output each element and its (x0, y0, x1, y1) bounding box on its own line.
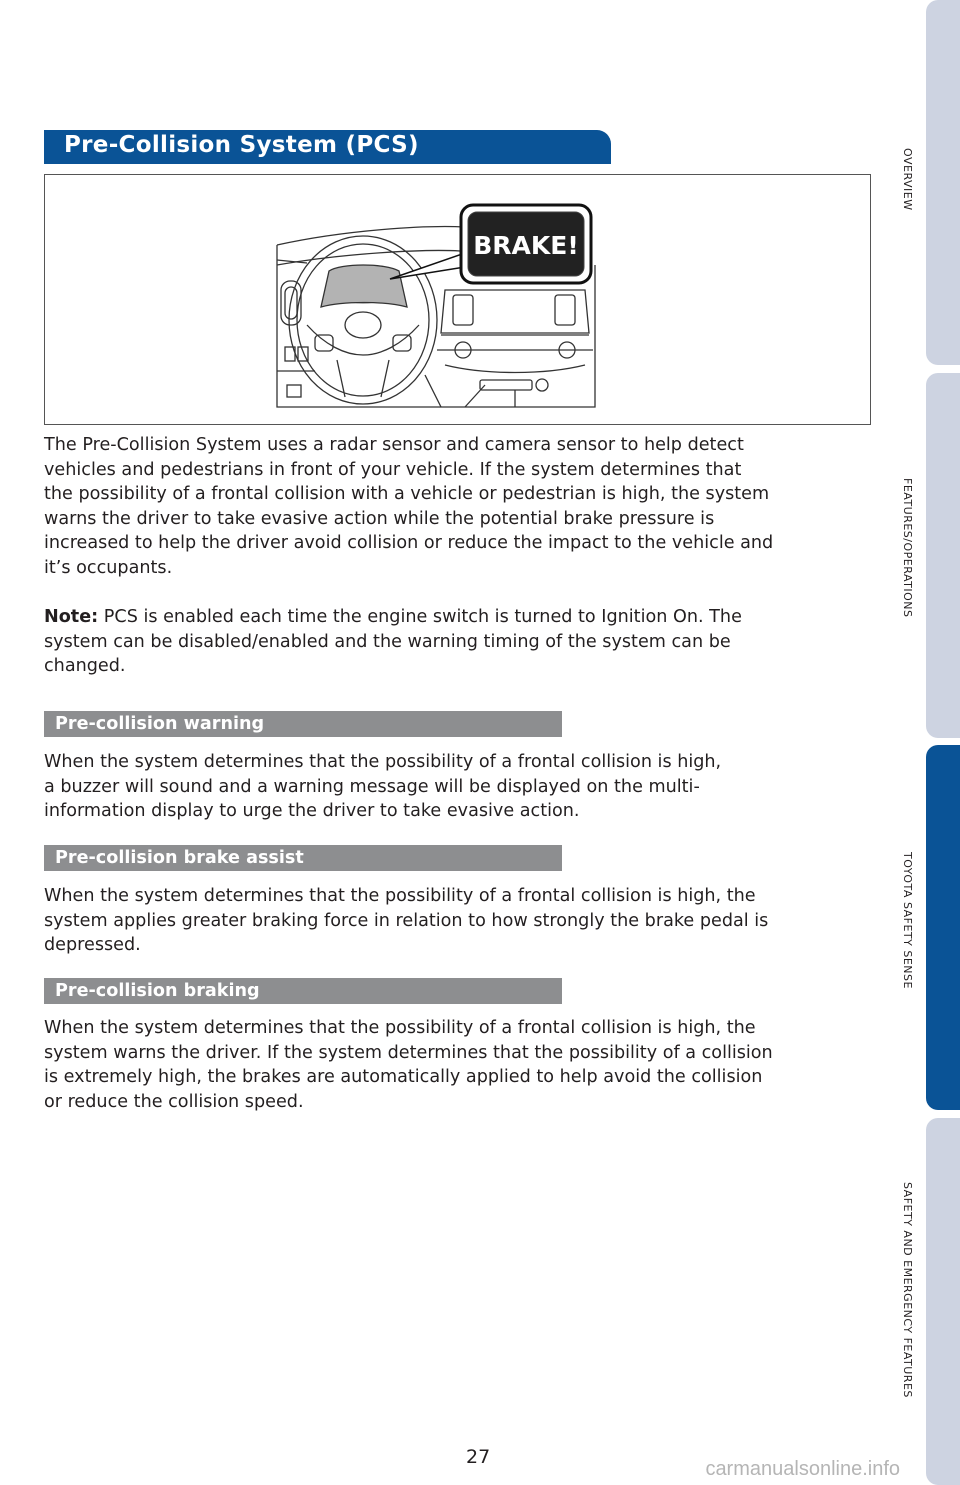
side-tab-strip (926, 0, 960, 1485)
tab-toyota-safety-sense[interactable] (926, 745, 960, 1110)
watermark[interactable]: carmanualsonline.info (705, 1458, 900, 1480)
brake-warning-text: BRAKE! (473, 231, 579, 260)
page-title: Pre-Collision System (PCS) (64, 132, 419, 158)
tab-overview[interactable] (926, 0, 960, 365)
dashboard-drawing (45, 175, 872, 426)
pre-collision-brake-assist-text: When the system determines that the possibility of a frontal collision is high, the system applies greater braking force in relation to how strongly the brake pedal is depressed. (44, 886, 769, 955)
intro-paragraph: The Pre-Collision System uses a radar sensor and camera sensor to help detect vehicles and pedestrians in front of your vehicle. If the system determines that the possibility of a frontal collision with a vehicle or pedestrian is high, the system warns the driver to take evasive action while the potential brake pressure is increased to help the driver avoid collision or reduce the impact to the vehicle and it’s occupants. (44, 435, 774, 578)
tab-label-safety-emergency-features[interactable]: SAFETY AND EMERGENCY FEATURES (901, 1182, 914, 1398)
pre-collision-warning-text: When the system determines that the possibility of a frontal collision is high, a buzzer will sound and a warning message will be displayed on the multi- information display to urge the driver to take evasive action. (44, 752, 722, 821)
subheading-pre-collision-warning: Pre-collision warning (44, 711, 562, 737)
section-title-bar (44, 130, 611, 164)
tab-label-toyota-safety-sense[interactable]: TOYOTA SAFETY SENSE (901, 852, 914, 989)
note-paragraph: Note: PCS is enabled each time the engine switch is turned to Ignition On. The system can be disabled/enabled and the warning timing of the system can be changed. (44, 607, 742, 676)
tab-label-features-operations[interactable]: FEATURES/OPERATIONS (901, 478, 914, 618)
subheading-pre-collision-brake-assist: Pre-collision brake assist (44, 845, 562, 871)
page-number: 27 (466, 1446, 491, 1468)
pre-collision-braking-text: When the system determines that the possibility of a frontal collision is high, the system warns the driver. If the system determines that the possibility of a collision is extremely high, the brakes are automatically applied to help avoid the collision or reduce the collision speed. (44, 1018, 773, 1112)
tab-features-operations[interactable] (926, 373, 960, 738)
tab-label-overview[interactable]: OVERVIEW (901, 148, 914, 211)
note-label: Note: (44, 607, 99, 627)
subheading-pre-collision-braking: Pre-collision braking (44, 978, 562, 1004)
tab-safety-emergency-features[interactable] (926, 1118, 960, 1485)
dashboard-illustration (44, 174, 871, 425)
